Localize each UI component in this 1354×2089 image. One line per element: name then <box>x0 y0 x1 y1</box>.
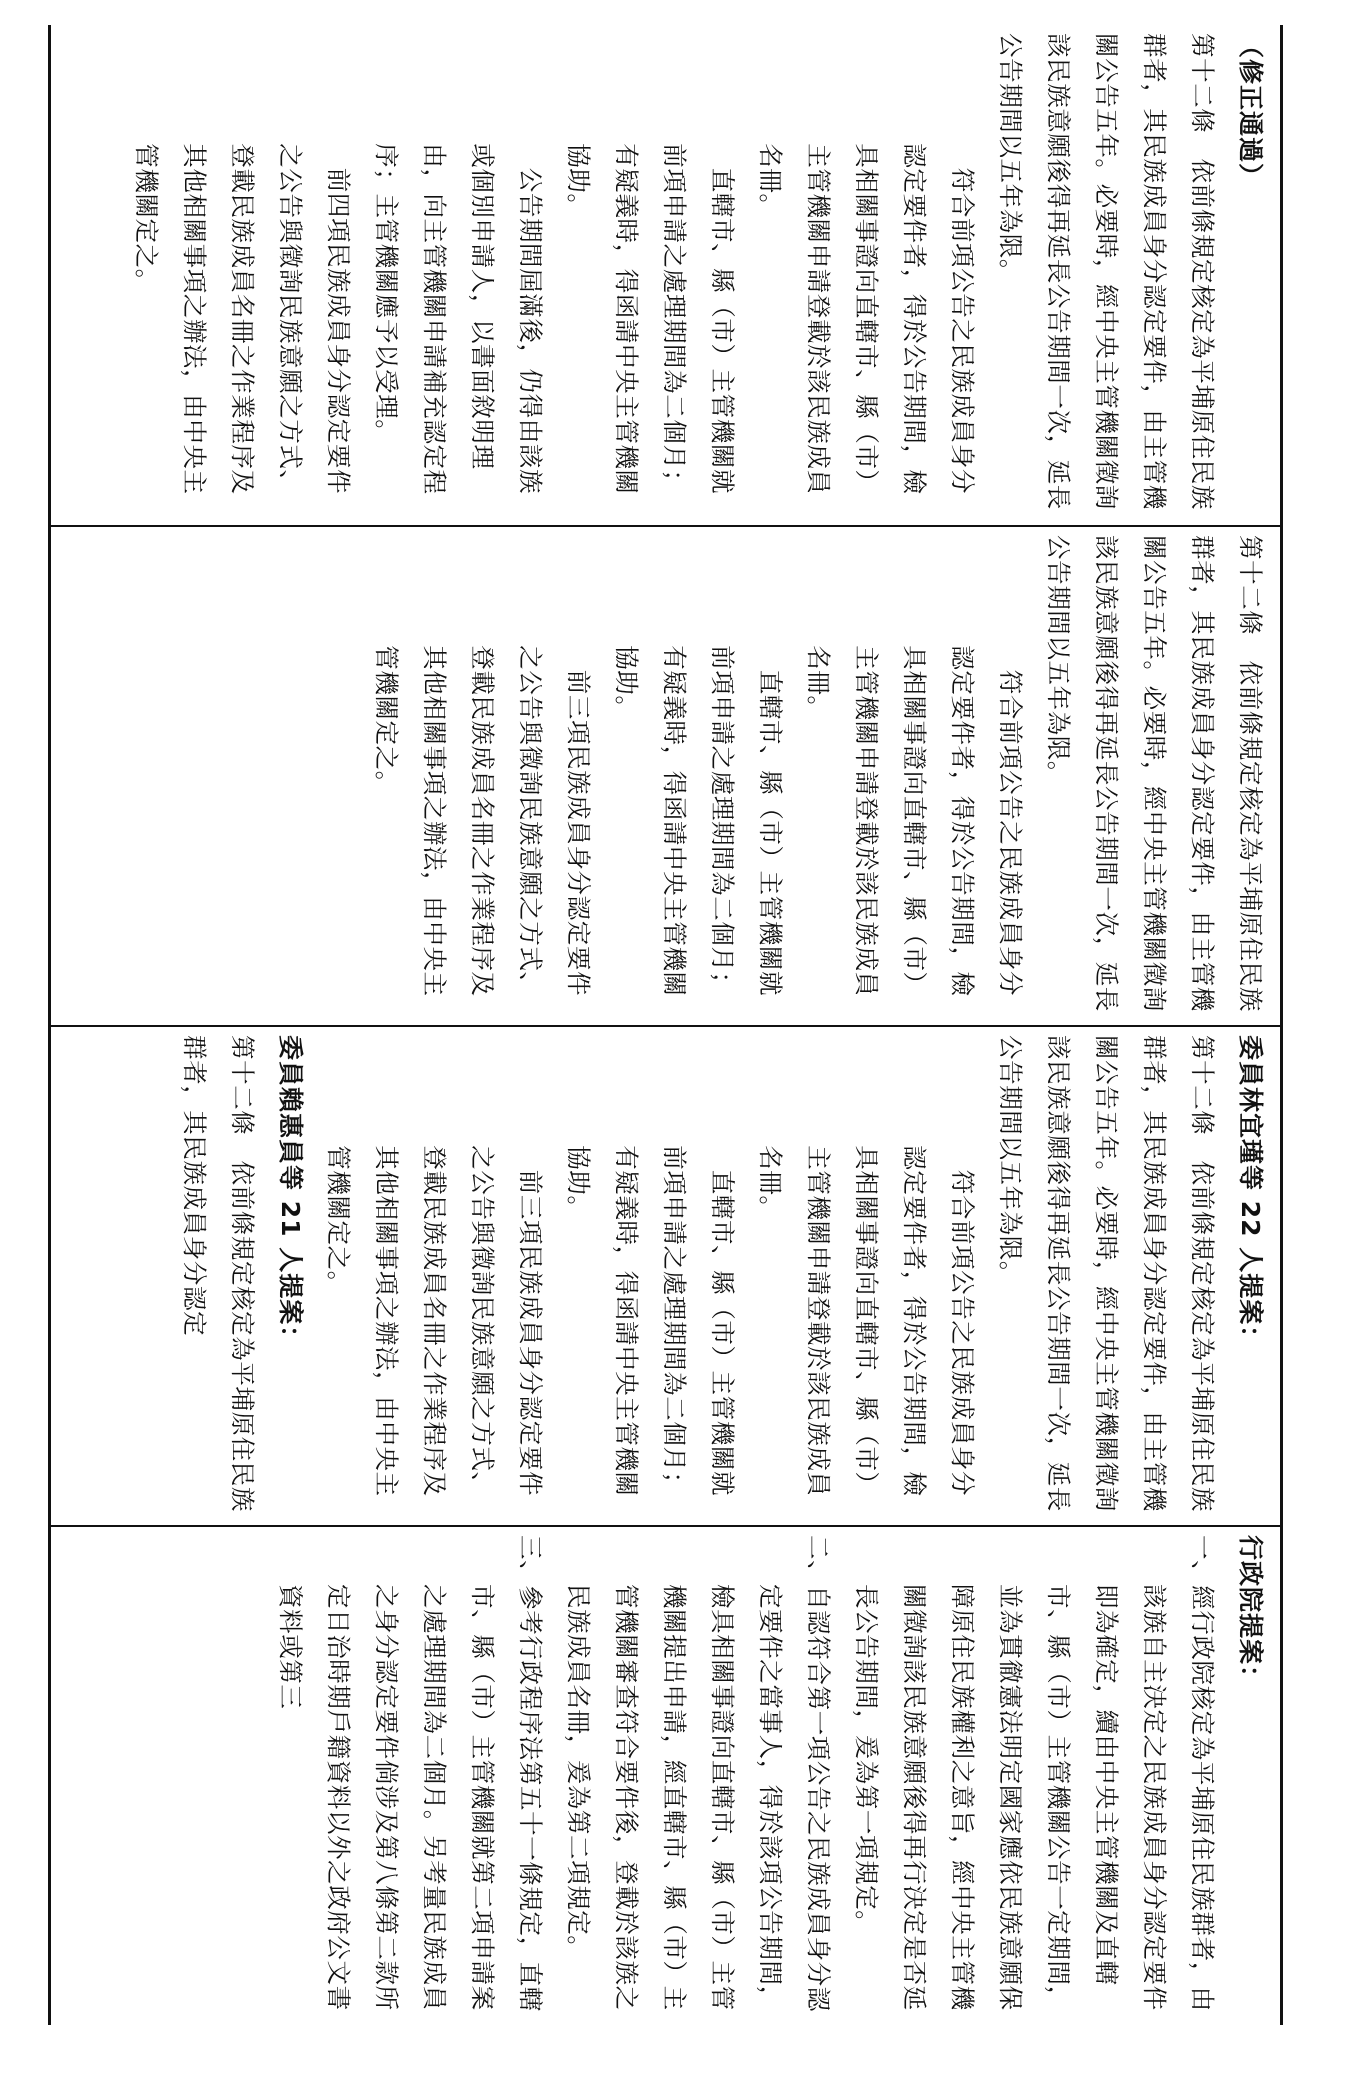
executive-item-3-text: 參考行政程序法第五十一條規定，直轄市、縣（市）主管機關就第二項申請案之處理期間為二個月。另考量民族成員之身分認定要件倘涉及第八條第二款所定日治時期戶籍資料以外之政府公文書資料或第三 <box>276 1584 545 2012</box>
lin-paragraph-3: 直轄市、縣（市）主管機關就前項申請之處理期間為二個月；有疑義時，得函請中央主管機關協助。 <box>564 1145 737 1497</box>
column-executive-proposal <box>51 1525 1280 2025</box>
lai-article-text: 依前條規定核定為平埔原住民族群者，其民族成員身分認定 <box>180 1035 257 1512</box>
executive-item-2 <box>554 1535 842 2017</box>
amended-heading: （修正通過） <box>1236 33 1265 190</box>
lai-article-label: 第十二條 <box>228 1035 257 1136</box>
executive-item-1 <box>842 1535 1226 2017</box>
amended-paragraph-2: 符合前項公告之民族成員身分認定要件者，得於公告期間，檢具相關事證向直轄市、縣（市）主管機關申請登載於該民族成員名冊。 <box>756 143 977 495</box>
amended-paragraph-3: 直轄市、縣（市）主管機關就前項申請之處理期間為二個月；有疑義時，得函請中央主管機關協助。 <box>564 143 737 495</box>
lin-article <box>986 1035 1226 1517</box>
committee-article-text: 依前條規定核定為平埔原住民族群者，其民族成員身分認定要件，由主管機關公告五年。必要時，經中央主管機關徵詢該民族意願後得再延長公告期間一次，延長公告期間以五年為限。 <box>1044 535 1265 1012</box>
lai-article <box>170 1035 266 1517</box>
lin-article-label: 第十二條 <box>1188 1035 1217 1136</box>
lai-proposal-heading: 委員賴惠員等 21 人提案： <box>276 1035 305 1352</box>
column-amended-text <box>51 25 1280 525</box>
amended-article-text: 依前條規定核定為平埔原住民族群者，其民族成員身分認定要件，由主管機關公告五年。必要時，經中央主管機關徵詢該民族意願後得再延長公告期間一次，延長公告期間以五年為限。 <box>996 33 1217 510</box>
committee-paragraph-3: 直轄市、縣（市）主管機關就前項申請之處理期間為二個月；有疑義時，得函請中央主管機關協助。 <box>612 645 785 997</box>
amended-article-label: 第十二條 <box>1188 33 1217 134</box>
committee-article <box>1034 535 1274 1017</box>
executive-item-1-number: 一、 <box>1188 1535 1217 1586</box>
executive-item-3-number: 三、 <box>516 1535 545 1586</box>
column-legislator-proposals <box>51 1025 1280 1525</box>
committee-paragraph-4: 前三項民族成員身分認定要件之公告與徵詢民族意願之方式、登載民族成員名冊之作業程序及其他相關事項之辦法，由中央主管機關定之。 <box>372 645 593 997</box>
executive-heading: 行政院提案： <box>1236 1535 1265 1692</box>
lin-article-text: 依前條規定核定為平埔原住民族群者，其民族成員身分認定要件，由主管機關公告五年。必要時，經中央主管機關徵詢該民族意願後得再延長公告期間一次，延長公告期間以五年為限。 <box>996 1035 1217 1512</box>
committee-paragraph-2: 符合前項公告之民族成員身分認定要件者，得於公告期間，檢具相關事證向直轄市、縣（市）主管機關申請登載於該民族成員名冊。 <box>804 645 1025 997</box>
lin-proposal-heading: 委員林宜瑾等 22 人提案： <box>1236 1035 1265 1352</box>
column-committee-text <box>51 525 1280 1025</box>
amended-article <box>986 33 1226 517</box>
comparison-table <box>48 25 1283 2025</box>
lin-paragraph-2: 符合前項公告之民族成員身分認定要件者，得於公告期間，檢具相關事證向直轄市、縣（市）主管機關申請登載於該民族成員名冊。 <box>756 1145 977 1497</box>
executive-item-2-number: 二、 <box>804 1535 833 1586</box>
lin-paragraph-4: 前三項民族成員身分認定要件之公告與徵詢民族意願之方式、登載民族成員名冊之作業程序及其他相關事項之辦法，由中央主管機關定之。 <box>324 1145 545 1497</box>
amended-paragraph-5: 前四項民族成員身分認定要件之公告與徵詢民族意願之方式、登載民族成員名冊之作業程序及其他相關事項之辦法，由中央主管機關定之。 <box>132 143 353 495</box>
executive-item-3 <box>266 1535 554 2017</box>
committee-article-label: 第十二條 <box>1236 535 1265 636</box>
executive-item-1-text: 經行政院核定為平埔原住民族群者，由該族自主決定之民族成員身分認定要件即為確定，續由中央主管機關及直轄市、縣（市）主管機關公告一定期間，並為貫徹憲法明定國家應依民族意願保障原住民族權利之意旨，經中央主管機關徵詢該民族意願後得再行決定是否延長公告期間，爰為第一項規定。 <box>852 1584 1217 2012</box>
amended-paragraph-4: 公告期間屆滿後，仍得由該族或個別申請人，以書面敘明理由，向主管機關申請補充認定程序；主管機關應予以受理。 <box>372 143 545 495</box>
executive-item-2-text: 自認符合第一項公告之民族成員身分認定要件之當事人，得於該項公告期間，檢具相關事證向直轄市、縣（市）主管機關提出申請，經直轄市、縣（市）主管機關審查符合要件後，登載於該族之民族成員名冊，爰為第二項規定。 <box>564 1584 833 2012</box>
